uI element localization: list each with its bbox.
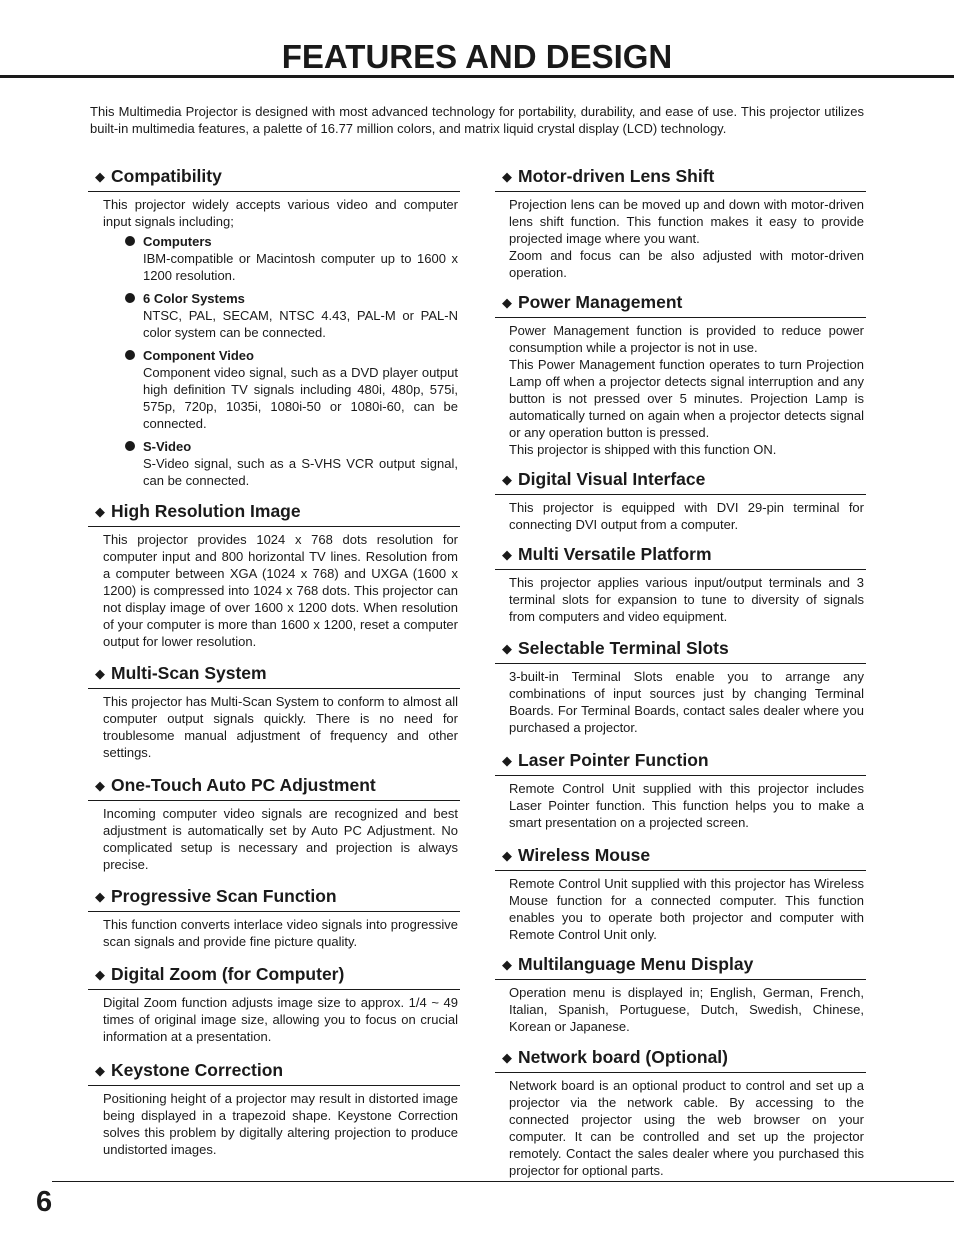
section-body	[88, 912, 460, 950]
section-body	[88, 801, 460, 873]
feature-section	[495, 542, 866, 625]
feature-section	[88, 1058, 460, 1158]
section-heading-text: One-Touch Auto PC Adjustment	[111, 775, 376, 795]
intro-paragraph: This Multimedia Projector is designed with most advanced technology for portability, durability, and ease of use. This projector utilizes built-in multimedia features, a palette of 16.77 million colors, and matrix liquid crystal display (LCD) technology.	[90, 104, 864, 136]
section-body	[495, 192, 866, 281]
diamond-bullet-icon: ◆	[95, 889, 105, 904]
feature-section	[495, 636, 866, 736]
section-heading	[495, 748, 866, 776]
diamond-bullet-icon: ◆	[502, 547, 512, 562]
section-heading-text: Digital Visual Interface	[518, 469, 706, 489]
section-body	[495, 664, 866, 736]
section-heading	[495, 467, 866, 495]
section-heading	[88, 661, 460, 689]
section-paragraph: Operation menu is displayed in; English, German, French, Italian, Spanish, Portuguese, Dutch, Swedish, Chinese, Korean or Japanese.	[509, 985, 864, 1034]
section-heading-text: Power Management	[518, 292, 683, 312]
section-heading	[495, 843, 866, 871]
section-heading	[495, 542, 866, 570]
signal-description: S-Video signal, such as a S-VHS VCR output signal, can be connected.	[143, 456, 458, 488]
feature-section	[495, 290, 866, 458]
section-heading-text: Laser Pointer Function	[518, 750, 709, 770]
section-body	[495, 570, 866, 625]
round-bullet-icon	[125, 350, 135, 360]
section-heading-text: Multi-Scan System	[111, 663, 267, 683]
section-paragraph: This Power Management function operates to turn Projection Lamp off when a projector detects signal interruption and any button is not pressed over 5 minutes. Projection Lamp is automatically turned on again when a projector detects signal or any operation button is pressed.	[509, 357, 864, 440]
section-heading	[495, 164, 866, 192]
section-body	[495, 776, 866, 831]
feature-section	[88, 773, 460, 873]
signal-description: IBM-compatible or Macintosh computer up to 1600 x 1200 resolution.	[143, 251, 458, 283]
section-heading-text: High Resolution Image	[111, 501, 301, 521]
round-bullet-icon	[125, 293, 135, 303]
footer-rule	[52, 1181, 954, 1182]
feature-section	[495, 952, 866, 1035]
signal-list-item	[103, 347, 458, 432]
diamond-bullet-icon: ◆	[502, 1050, 512, 1065]
feature-section	[88, 884, 460, 950]
section-heading-text: Wireless Mouse	[518, 845, 651, 865]
signal-description: Component video signal, such as a DVD player output high definition TV signals including 480i, 480p, 575i, 575p, 720p, 1035i, 1080i-50 or 1080i-60, can be connected.	[143, 365, 458, 431]
feature-section	[88, 499, 460, 650]
section-heading	[88, 499, 460, 527]
section-body	[495, 1073, 866, 1179]
title-rule	[0, 75, 954, 78]
section-paragraph: This projector applies various input/output terminals and 3 terminal slots for expansion to tune to diversity of signals from computers and video equipment.	[509, 575, 864, 624]
section-heading-text: Network board (Optional)	[518, 1047, 728, 1067]
diamond-bullet-icon: ◆	[502, 472, 512, 487]
section-paragraph: Positioning height of a projector may result in distorted image being displayed in a trapezoid shape. Keystone Correction solves this problem by digitally altering projection to produce undistorted images.	[103, 1091, 458, 1157]
section-body	[495, 871, 866, 943]
section-paragraph: This projector is shipped with this function ON.	[509, 442, 777, 457]
section-paragraph: This projector provides 1024 x 768 dots resolution for computer input and 800 horizontal TV lines. Resolution from a computer between XGA (1024 x 768) and UXGA (1600 x 1200) is compressed into 1024 x 768 dots. This projector can not display image of over 1600 x 1200 dots. When resolution of your computer is more than 1600 x 1200, reset a computer output for lower resolution.	[103, 532, 458, 649]
section-heading	[495, 636, 866, 664]
section-heading-text: Progressive Scan Function	[111, 886, 337, 906]
diamond-bullet-icon: ◆	[502, 641, 512, 656]
signal-title: Component Video	[143, 348, 254, 363]
section-heading-text: Keystone Correction	[111, 1060, 284, 1080]
feature-section	[88, 661, 460, 761]
diamond-bullet-icon: ◆	[95, 504, 105, 519]
section-heading	[495, 952, 866, 980]
signal-title: S-Video	[143, 439, 192, 454]
diamond-bullet-icon: ◆	[95, 1063, 105, 1078]
section-heading	[495, 1045, 866, 1073]
left-column	[88, 164, 460, 1158]
section-heading	[88, 773, 460, 801]
section-paragraph: Zoom and focus can be also adjusted with motor-driven operation.	[509, 248, 864, 280]
section-heading	[495, 290, 866, 318]
section-paragraph: Incoming computer video signals are recognized and best adjustment is automatically set by Auto PC Adjustment. No complicated setup is necessary and projection is always precise.	[103, 806, 458, 872]
section-body	[495, 318, 866, 458]
signal-description: NTSC, PAL, SECAM, NTSC 4.43, PAL-M or PAL-N color system can be connected.	[143, 308, 458, 340]
section-body	[495, 495, 866, 533]
section-body	[88, 192, 460, 489]
diamond-bullet-icon: ◆	[502, 169, 512, 184]
diamond-bullet-icon: ◆	[502, 753, 512, 768]
feature-section	[495, 467, 866, 533]
diamond-bullet-icon: ◆	[502, 295, 512, 310]
section-paragraph: This projector is equipped with DVI 29-pin terminal for connecting DVI output from a computer.	[509, 500, 864, 532]
section-heading	[88, 884, 460, 912]
diamond-bullet-icon: ◆	[95, 169, 105, 184]
feature-section	[495, 843, 866, 943]
section-paragraph: Network board is an optional product to control and set up a projector via the network cable. By accessing to the connected projector using the web browser on your computer. It can be controlled and set up the projector remotely. Contact the sales dealer where you purchased this projector for optional parts.	[509, 1078, 864, 1178]
section-paragraph: This projector widely accepts various video and computer input signals including;	[103, 197, 458, 229]
feature-section	[495, 164, 866, 281]
section-heading-text: Multi Versatile Platform	[518, 544, 712, 564]
section-body	[88, 1086, 460, 1158]
section-body	[88, 990, 460, 1045]
round-bullet-icon	[125, 236, 135, 246]
feature-section	[88, 962, 460, 1045]
section-heading-text: Selectable Terminal Slots	[518, 638, 729, 658]
section-heading	[88, 962, 460, 990]
round-bullet-icon	[125, 441, 135, 451]
section-body	[88, 689, 460, 761]
feature-section	[495, 748, 866, 831]
section-paragraph: Power Management function is provided to reduce power consumption while a projector is not in use.	[509, 323, 864, 355]
signal-title: 6 Color Systems	[143, 291, 245, 306]
diamond-bullet-icon: ◆	[95, 778, 105, 793]
signal-title: Computers	[143, 234, 212, 249]
page-number: 6	[36, 1186, 53, 1218]
page-title: FEATURES AND DESIGN	[281, 38, 673, 75]
diamond-bullet-icon: ◆	[95, 967, 105, 982]
section-heading	[88, 164, 460, 192]
section-paragraph: Remote Control Unit supplied with this projector includes Laser Pointer function. This function helps you to make a smart presentation on a projected screen.	[509, 781, 864, 830]
section-body	[495, 980, 866, 1035]
signal-list	[103, 233, 458, 489]
section-heading	[88, 1058, 460, 1086]
section-paragraph: Projection lens can be moved up and down with motor-driven lens shift function. This function makes it easy to provide projected image where you want.	[509, 197, 864, 246]
section-paragraph: Remote Control Unit supplied with this projector has Wireless Mouse function for a connected computer. This function enables you to operate both projector and computer with Remote Control Unit only.	[509, 876, 864, 942]
right-column	[495, 164, 866, 1179]
section-body	[88, 527, 460, 650]
feature-section	[88, 164, 460, 489]
section-paragraph: 3-built-in Terminal Slots enable you to arrange any combinations of input sources just by changing Terminal Boards. For Terminal Boards, contact sales dealer where you purchased a projector.	[509, 669, 864, 735]
section-paragraph: Digital Zoom function adjusts image size to approx. 1/4 ~ 49 times of original image size, allowing you to focus on crucial information at a presentation.	[103, 995, 458, 1044]
diamond-bullet-icon: ◆	[502, 957, 512, 972]
section-heading-text: Digital Zoom (for Computer)	[111, 964, 345, 984]
signal-list-item	[103, 233, 458, 284]
signal-list-item	[103, 438, 458, 489]
section-heading-text: Multilanguage Menu Display	[518, 954, 754, 974]
section-paragraph: This projector has Multi-Scan System to conform to almost all computer output signals quickly. There is no need for troublesome manual adjustment of frequency and other settings.	[103, 694, 458, 760]
diamond-bullet-icon: ◆	[502, 848, 512, 863]
signal-list-item	[103, 290, 458, 341]
feature-section	[495, 1045, 866, 1179]
section-paragraph: This function converts interlace video signals into progressive scan signals and provide fine picture quality.	[103, 917, 458, 949]
section-heading-text: Motor-driven Lens Shift	[518, 166, 715, 186]
section-heading-text: Compatibility	[111, 166, 222, 186]
diamond-bullet-icon: ◆	[95, 666, 105, 681]
